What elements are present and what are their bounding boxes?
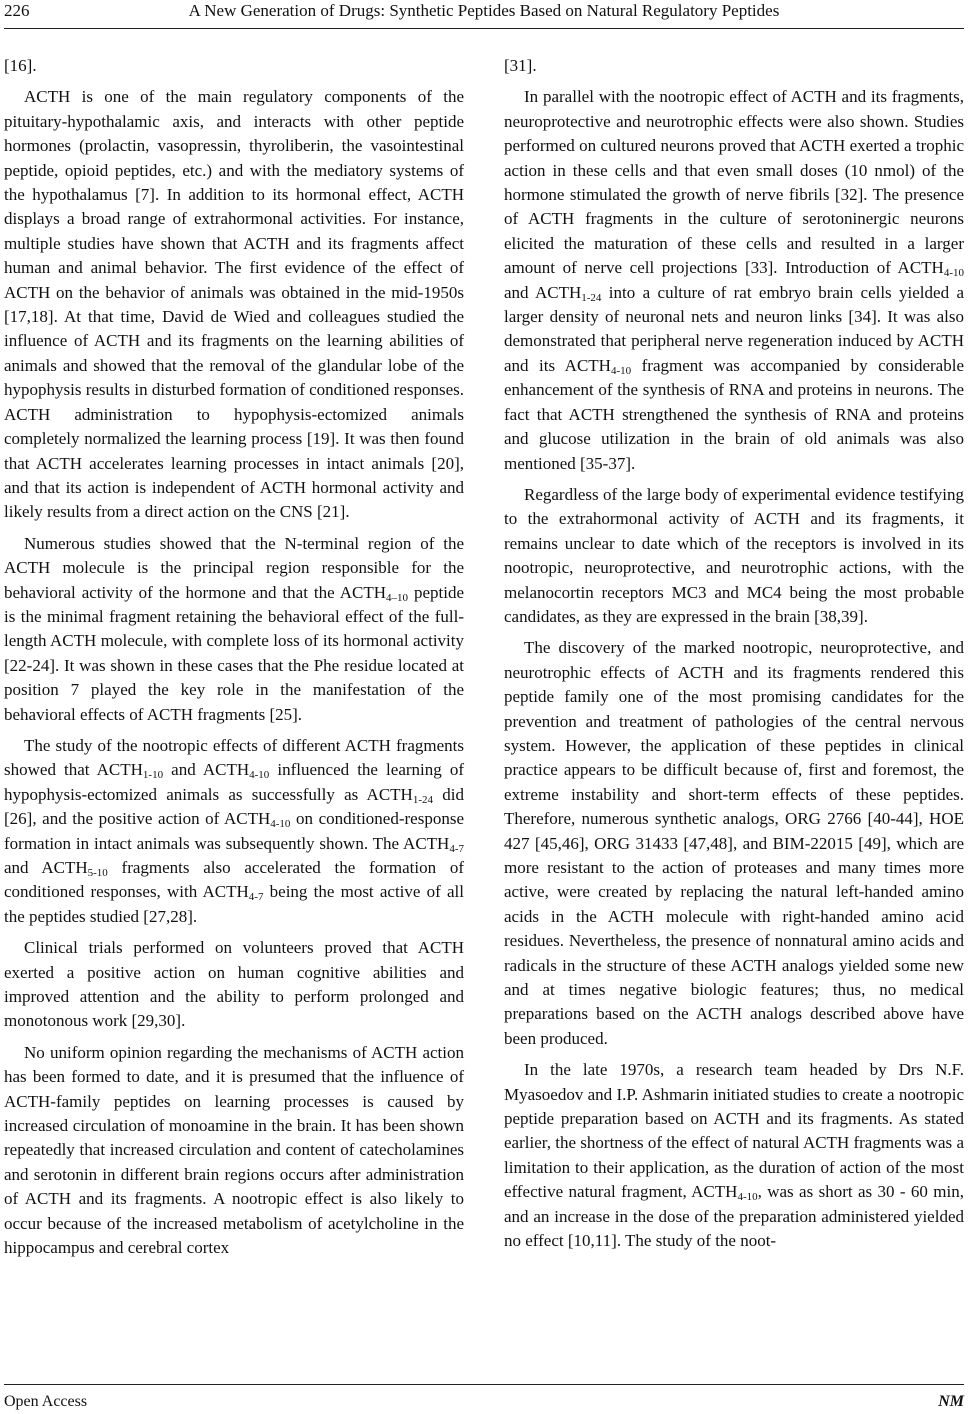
paragraph-text: Regardless of the large body of experimental evidence testifying to the extrahormonal activity of ACTH and its fragments, it remains unclear to date which of the receptors is involved in its nootropic, neuroprotective, and neurotrophic actions, with the melanocortin receptors MC3 and MC4 being the most probable candidates, as they are expressed in the brain [38,39]. (504, 484, 964, 626)
paragraph-text: No uniform opinion regarding the mechanisms of ACTH action has been formed to date, and it is presumed that the influence of ACTH-family peptides on learning processes is caused by increased circulation of monoamine in the brain. It has been shown repeatedly that increased circulation and content of catecholamines and serotonin in different brain regions occurs after administration of ACTH and its fragments. A nootropic effect is also likely to occur because of the increased metabolism of acetylcholine in the hippocampus and cerebral cortex (4, 1042, 464, 1258)
paragraph-text: fragment was accompanied by considerable enhancement of the synthesis of RNA and proteins in neurons. The fact that ACTH strengthened the synthesis of RNA and proteins and glucose utilization in the brain of old animals was also mentioned [35-37]. (504, 355, 964, 473)
paragraph-text: into a culture of rat embryo brain cells yielded a larger density of neuronal nets and neuron links [34]. It was also demonstrated that peripheral nerve regeneration induced by ACTH and its ACTH (504, 282, 964, 375)
paragraph-text: In parallel with the nootropic effect of ACTH and its fragments, neuroprotective and neurotrophic effects were also shown. Studies performed on cultured neurons proved that ACTH exerted a trophic action in these cells and that even small doses (10 nmol) of the hormone stimulated the growth of nerve fibrils [32]. The presence of ACTH fragments in the culture of serotoninergic neurons elicited the maturation of these cells and resulted in a larger amount of nerve cell projections [33]. Introduction of ACTH (504, 87, 964, 278)
subscript: 1-24 (412, 793, 434, 806)
paragraph-text: , was as short as 30 - 60 min, and an increase in the dose of the preparation administered yielded no effect [10,11]. The study of the noot- (504, 1182, 964, 1251)
paragraph (4, 734, 464, 929)
subscript: 4-10 (270, 818, 291, 831)
paragraph-text: The study of the nootropic effects of different ACTH fragments showed that ACTH (4, 735, 464, 780)
subscript: 1-24 (581, 291, 602, 304)
subscript: 4-10 (943, 267, 964, 280)
paragraph (504, 54, 964, 78)
paragraph-text: fragments also accelerated the formation of conditioned responses, with ACTH (4, 858, 464, 902)
running-title: A New Generation of Drugs: Synthetic Peptides Based on Natural Regulatory Peptides (188, 1, 780, 20)
page-header (0, 0, 968, 30)
paragraph-text: Numerous studies showed that the N-terminal region of the ACTH molecule is the principal region responsible for the behavioral activity of the hormone and that the ACTH (4, 533, 464, 602)
paragraph (504, 483, 964, 629)
left-column (4, 54, 464, 1268)
paragraph-text: being the most active of all the peptides studied [27,28]. (4, 882, 464, 926)
subscript: 4–10 (385, 591, 408, 604)
paragraph-text: In the late 1970s, a research team headed by Drs N.F. Myasoedov and I.P. Ashmarin initiated studies to create a nootropic peptide preparation based on ACTH and its fragments. As stated earlier, the shortness of the effect of natural ACTH fragments was a limitation to their application, as the duration of action of the most effective natural fragment, ACTH (504, 1060, 964, 1202)
paragraph-text: did [26], and the positive action of ACTH (4, 784, 464, 829)
paragraph-text: The discovery of the marked nootropic, neuroprotective, and neurotrophic effects of ACTH and its fragments rendered this peptide family one of the most promising candidates for the prevention and treatment of pathologies of the central nervous system. However, the application of these peptides in clinical practice appears to be difficult because of, first and foremost, the extreme instability and short-term effects of these peptides. Therefore, numerous synthetic analogs, ORG 2766 [40-44], HOE 427 [45,46], ORG 31433 [47,48], and BIM-22015 [49], which are more resistant to the action of proteases and many times more active, were created by replacing the natural left-handed amino acids in the ACTH molecule with right-handed amino acid residues. Nevertheless, the presence of nonnatural amino acids and radicals in the structure of these ACTH analogs yielded some new and at times negative biologic features; thus, no medical preparations based on the ACTH analogs described above have been produced. (504, 638, 964, 1048)
paragraph-text: peptide is the minimal fragment retaining the behavioral effect of the full-length ACTH molecule, with complete loss of its hormonal activity [22-24]. It was shown in these cases that the Phe residue located at position 7 played the key role in the manifestation of the behavioral effects of ACTH fragments [25]. (4, 582, 464, 724)
paragraph (504, 636, 964, 1051)
paragraph-text: influenced the learning of hypophysis-ectomized animals as successfully as ACTH (4, 760, 464, 804)
subscript: 1-10 (142, 769, 164, 782)
subscript: 5-10 (87, 867, 108, 879)
paragraph (4, 532, 464, 727)
footer-open-access: Open Access (4, 1393, 88, 1410)
paragraph (4, 936, 464, 1034)
paragraph (4, 54, 464, 78)
paragraph (4, 85, 464, 524)
subscript: 4-10 (610, 364, 632, 377)
paragraph-text: and ACTH (163, 760, 250, 780)
right-column (504, 54, 964, 1261)
paragraph-text: [16]. (4, 56, 37, 75)
paragraph-text: on conditioned-response formation in intact animals was subsequently shown. The ACTH (4, 809, 464, 853)
page-number: 226 (4, 1, 30, 20)
subscript: 4-10 (249, 769, 270, 782)
paragraph (4, 1041, 464, 1261)
subscript: 4-10 (737, 1191, 758, 1204)
paragraph (504, 85, 964, 476)
subscript: 4-7 (248, 891, 264, 904)
paragraph-text: Clinical trials performed on volunteers proved that ACTH exerted a positive action on human cognitive abilities and improved attention and the ability to perform prolonged and monotonous work [29,30]. (4, 938, 464, 1031)
header-rule (4, 28, 964, 29)
paragraph-text: [31]. (504, 56, 537, 75)
paragraph (504, 1058, 964, 1253)
paragraph-text: and ACTH (504, 282, 582, 302)
paragraph-text: and ACTH (4, 858, 88, 877)
footer-rule (4, 1384, 964, 1385)
footer-journal-abbrev: NM (938, 1393, 964, 1410)
paragraph-text: ACTH is one of the main regulatory components of the pituitary-hypothalamic axis, and interacts with other peptide hormones (prolactin, vasopressin, thyroliberin, the vasointestinal peptide, opioid peptides, etc.) and with the mediatory systems of the hypothalamus [7]. In addition to its hormonal effect, ACTH displays a broad range of extrahormonal activities. For instance, multiple studies have shown that ACTH and its fragments affect human and animal behavior. The first evidence of the effect of ACTH on the behavior of animals was obtained in the mid-1950s [17,18]. At that time, David de Wied and colleagues studied the influence of ACTH and its fragments on the learning abilities of animals and showed that the removal of the glandular lobe of the hypophysis results in disturbed formation of conditioned responses. ACTH administration to hypophysis-ectomized animals completely normalized the learning process [19]. It was then found that ACTH accelerates learning processes in intact animals [20], and that its action is independent of ACTH hormonal activity and likely results from a direct action on the CNS [21]. (4, 87, 464, 522)
subscript: 4-7 (449, 842, 464, 855)
